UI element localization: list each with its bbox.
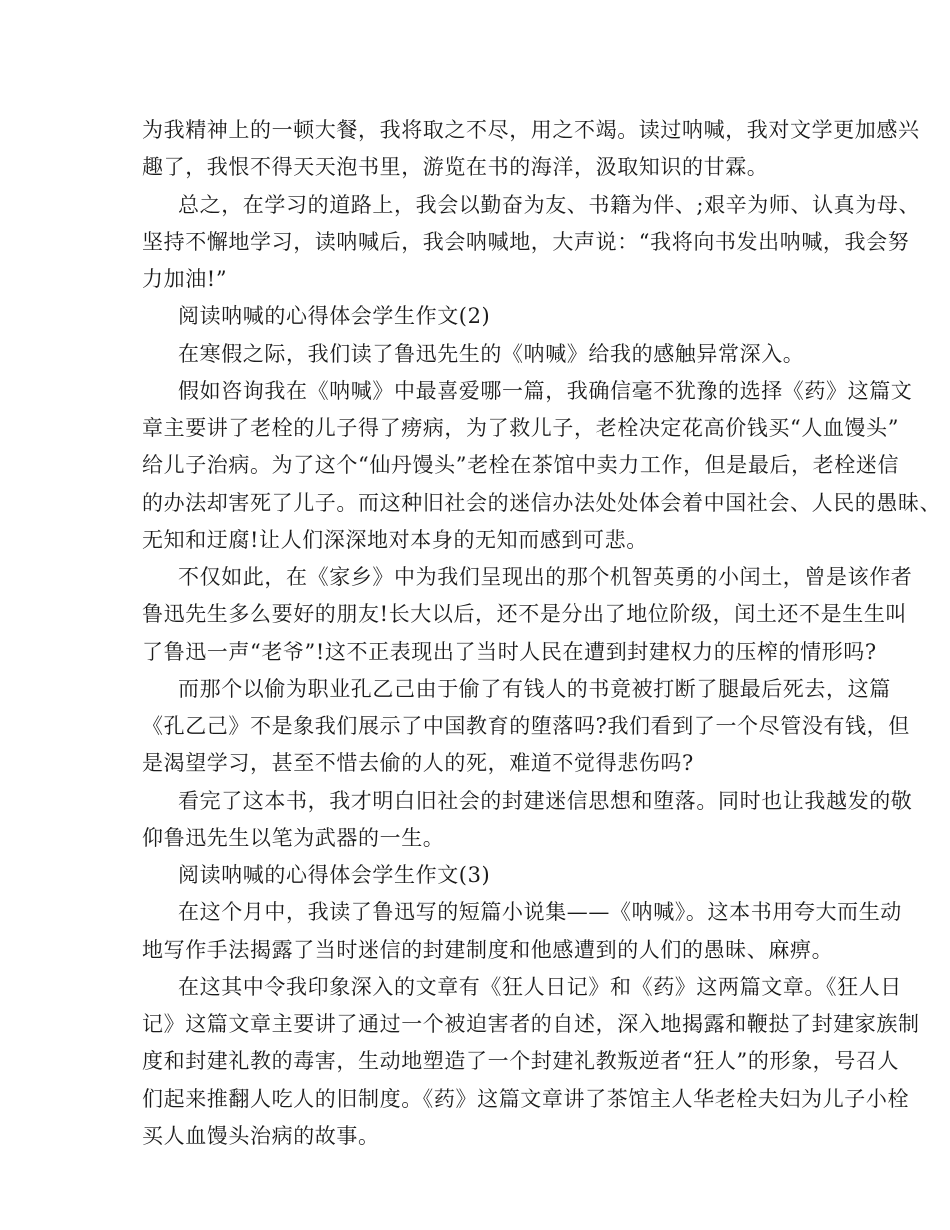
text-line: 《孔乙己》不是象我们展示了中国教育的堕落吗?我们看到了一个尽管没有钱，但 [142, 714, 910, 738]
paragraph-start: 在寒假之际，我们读了鲁迅先生的《呐喊》给我的感触异常深入。 [178, 341, 805, 366]
text-line: 的办法却害死了儿子。而这种旧社会的迷信办法处处体会着中国社会、人民的愚昧、 [142, 490, 942, 515]
text-line: 为我精神上的一顿大餐，我将取之不尽，用之不竭。读过呐喊，我对文学更加感兴 [142, 118, 920, 142]
text-line: 无知和迂腐!让人们深深地对本身的无知而感到可悲。 [142, 527, 648, 552]
text-line: 力加油!” [142, 267, 228, 291]
text-line: 鲁迅先生多么要好的朋友!长大以后，还不是分出了地位阶级，闰土还不是生生叫 [142, 602, 908, 627]
text-line: 趣了，我恨不得天天泡书里，游览在书的海洋，汲取知识的甘霖。 [142, 155, 769, 180]
text-line: 了鲁迅一声“老爷”!这不正表现出了当时人民在遭到封建权力的压榨的情形吗? [142, 639, 877, 664]
text-line: 给儿子治病。为了这个“仙丹馒头”老栓在茶馆中卖力工作，但是最后，老栓迷信 [142, 453, 900, 478]
paragraph-start: 而那个以偷为职业孔乙己由于偷了有钱人的书竟被打断了腿最后死去，这篇 [178, 676, 891, 701]
text-line: 买人血馒头治病的故事。 [142, 1123, 380, 1148]
text-line: 章主要讲了老栓的儿子得了痨病，为了救儿子，老栓决定花高价钱买“人血馒头” [142, 416, 900, 440]
text-line: 坚持不懈地学习，读呐喊后，我会呐喊地，大声说：“我将向书发出呐喊，我会努 [142, 229, 910, 254]
text-line: 地写作手法揭露了当时迷信的封建制度和他感遭到的人们的愚昧、麻痹。 [142, 937, 834, 962]
paragraph-start: 总之，在学习的道路上，我会以勤奋为友、书籍为伴、;艰辛为师、认真为母、 [178, 192, 921, 217]
paragraph-start: 假如咨询我在《呐喊》中最喜爱哪一篇，我确信毫不犹豫的选择《药》这篇文 [178, 378, 913, 403]
document-body [142, 112, 942, 1155]
section-heading: 阅读呐喊的心得体会学生作文(3) [178, 863, 491, 887]
text-line: 们起来推翻人吃人的旧制度。《药》这篇文章讲了茶馆主人华老栓夫妇为儿子小栓 [142, 1086, 910, 1111]
text-line: 记》这篇文章主要讲了通过一个被迫害者的自述，深入地揭露和鞭挞了封建家族制 [142, 1012, 920, 1036]
text-line: 仰鲁迅先生以笔为武器的一生。 [142, 825, 445, 850]
text-line: 是渴望学习，甚至不惜去偷的人的死，难道不觉得悲伤吗? [142, 751, 694, 776]
text-line: 度和封建礼教的毒害，生动地塑造了一个封建礼教叛逆者“狂人”的形象，号召人 [142, 1049, 900, 1074]
paragraph-start: 看完了这本书，我才明白旧社会的封建迷信思想和堕落。同时也让我越发的敬 [178, 788, 913, 813]
paragraph-start: 不仅如此，在《家乡》中为我们呈现出的那个机智英勇的小闰土，曾是该作者 [178, 565, 913, 589]
paragraph-start: 在这个月中，我读了鲁迅写的短篇小说集——《呐喊》。这本书用夸大而生动 [178, 900, 902, 925]
section-heading: 阅读呐喊的心得体会学生作文(2) [178, 304, 491, 329]
paragraph-start: 在这其中令我印象深入的文章有《狂人日记》和《药》这两篇文章。《狂人日 [178, 974, 902, 999]
